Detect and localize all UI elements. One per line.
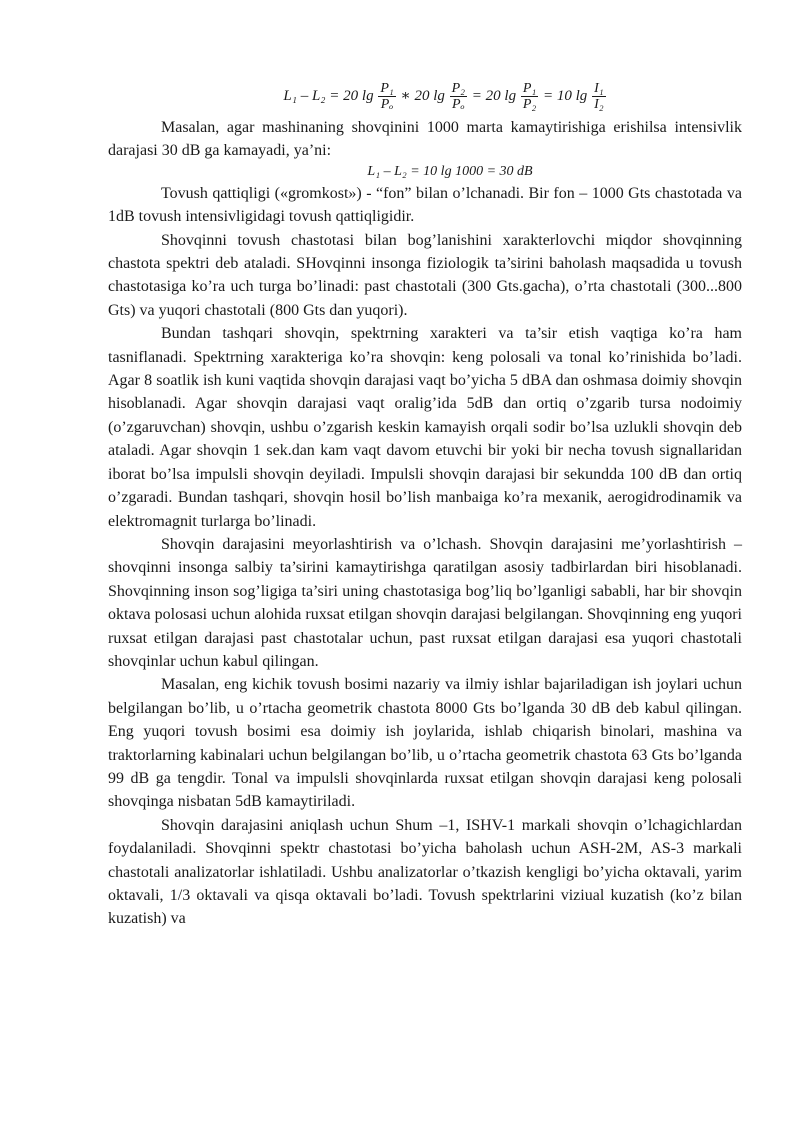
paragraph: Masalan, agar mashinaning shovqinini 1000 marta kamaytirishiga erishilsa intensivlik darajasi 30 dB ga kamayadi, ya’ni: — [108, 119, 742, 160]
fraction-numerator: P₁ — [522, 81, 537, 97]
formula-level-difference — [108, 76, 742, 116]
formula-operator: ∗ — [396, 88, 415, 104]
paragraph: Bundan tashqari shovqin, spektrning xarakteri va ta’sir etish vaqtiga ko’ra ham tasniflanadi. Spektrning xarakteriga ko’ra shovqin: keng polosali va tonal ko’rinishida bo’ladi. Agar 8 soatlik ish kuni vaqtida shovqin darajasi vaqt bo’yicha 5 dBA dan oshmasa doimiy shovqin hisoblanadi. Agar shovqin darajasi vaqt oralig’ida 5dB dan ortiq o’zgarib tursa nodoimiy (o’zgaruvchan) shovqin, ushbu o’zgarish keskin kamayish orqali sodir bo’lsa uzlukli shovqin deb ataladi. Agar shovqin 1 sek.dan kam vaqt davom etuvchi bir yoki bir necha tovush signallaridan iborat bo’lsa impulsli shovqin deyiladi. Impulsli shovqin darajasi bir sekundda 100 dB dan ortiq o’zgaradi. Bundan tashqari, shovqin hosil bo’lish manbaiga ko’ra mexanik, aerogidrodinamik va elektromagnit turlarga bo’linadi. — [108, 325, 742, 530]
fraction-numerator: I₁ — [594, 81, 604, 97]
fraction — [378, 81, 395, 112]
formula-intensity-example: L₁ – L₂ = 10 lg 1000 = 30 dB — [367, 163, 533, 179]
fraction — [521, 81, 538, 112]
formula-term: 20 lg — [343, 88, 378, 104]
formula-term: = 10 lg — [539, 88, 592, 104]
paragraph: Masalan, eng kichik tovush bosimi nazariy va ilmiy ishlar bajariladigan ish joylari uchun belgilangan bo’lib, u o’rtacha geometrik chastota 8000 Gts bo’lganda 30 dB deb kabul qilingan. Eng yuqori tovush bosimi esa doimiy ish joylarida, ishlab chiqarish binolari, mashina va traktorlarning kabinalari uchun belgilangan bo’lib, u o’rtacha geometrik chastota 63 Gts bo’lganda 99 dB ga tengdir. Tonal va impulsli shovqinlarda ruxsat etilgan shovqin darajasi keng polosali shovqinga nisbatan 5dB kamaytiriladi. — [108, 676, 742, 811]
formula-lhs: L₁ – L₂ = — [283, 88, 344, 104]
paragraph: Shovqin darajasini meyorlashtirish va o’lchash. Shovqin darajasini me’yorlashtirish – shovqinni insonga salbiy ta’sirini kamaytirishga qaratilgan asosiy tadbirlardan biri hisoblanadi. Shovqinning inson sog’ligiga ta’siri uning chastotasiga bog’liq bo’lganligi sababli, har bir shovqin oktava polosasi uchun alohida ruxsat etilgan shovqin darajasi belgilangan. Shovqinning eng yuqori ruxsat etilgan darajasi past chastotalar uchun, past ruxsat etilgan darajasi esa yuqori chastotali shovqinlar uchun kabul qilingan. — [108, 535, 742, 670]
fraction — [592, 81, 606, 112]
fraction-numerator: P₁ — [380, 81, 394, 97]
fraction-denominator: I₂ — [594, 97, 604, 113]
paragraph: Shovqin darajasini aniqlash uchun Shum –1, ISHV-1 markali shovqin o’lchagichlardan foydalaniladi. Shovqinni spektr chastotasi bo’yicha baholash uchun ASH-2M, AS-3 markali chastotali analizatorlar ishlatiladi. Ushbu analizatorlar o’tkazish kengligi bo’yicha oktavali, yarim oktavali, 1/3 oktavali va qisqa oktavali bo’ladi. Tovush spektrlarini viziual kuzatish (ko’z bilan kuzatish) va — [108, 816, 742, 928]
fraction — [450, 81, 467, 112]
fraction-denominator: Pₒ — [452, 97, 465, 113]
fraction-denominator: P₂ — [522, 97, 537, 113]
document-body — [108, 76, 742, 931]
formula-term: 20 lg — [414, 88, 449, 104]
fraction-denominator: Pₒ — [380, 97, 394, 113]
fraction-numerator: P₂ — [451, 81, 466, 97]
paragraph: Tovush qattiqligi («gromkost») - “fon” bilan o’lchanadi. Bir fon – 1000 Gts chastotada va 1dB tovush intensivligidagi tovush qattiqligidir. — [108, 184, 742, 226]
formula-term: = 20 lg — [468, 88, 520, 104]
paragraph: Shovqinni tovush chastotasi bilan bog’lanishini xarakterlovchi miqdor shovqinning chastota spektri deb ataladi. SHovqinni insonga fiziologik ta’sirini baholash maqsadida u tovush chastotasiga ko’ra uch turga bo’linadi: past chastotali (300 Gts.gacha), o’rta chastotali (300...800 Gts) va yuqori chastotali (800 Gts dan yuqori). — [108, 231, 742, 319]
